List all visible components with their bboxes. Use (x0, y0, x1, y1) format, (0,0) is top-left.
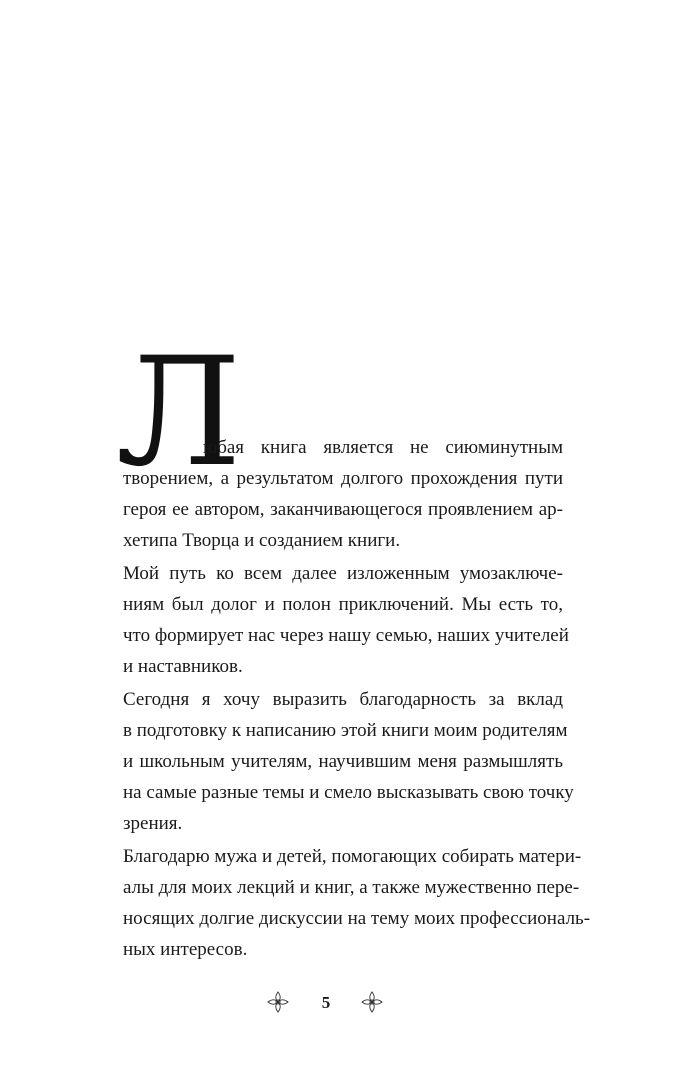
floral-ornament-icon (360, 990, 384, 1014)
drop-cap: Л (116, 326, 242, 500)
paragraph-4-line-3: носящих долгие дискуссии на тему моих профессиональ- (123, 908, 591, 929)
paragraph-4-line-2: алы для моих лекций и книг, а также мужественно пере- (123, 877, 580, 898)
paragraph-2-line-4: и наставников. (123, 656, 243, 677)
paragraph-1-line-2: творением, а результатом долгого прохождения пути (123, 468, 563, 489)
paragraph-2-line-2: ниям был долог и полон приключений. Мы есть то, (123, 594, 563, 615)
paragraph-1-line-1: юбая книга является не сиюминутным (203, 437, 563, 458)
paragraph-1-line-3: героя ее автором, заканчивающегося проявлением ар- (123, 499, 563, 520)
paragraph-2-line-1: Мой путь ко всем далее изложенным умозаключе- (123, 563, 563, 584)
paragraph-3-line-4: на самые разные темы и смело высказывать свою точку (123, 782, 574, 803)
floral-ornament-icon (266, 990, 290, 1014)
paragraph-1-line-4: хетипа Творца и созданием книги. (123, 530, 401, 551)
paragraph-4-line-4: ных интересов. (123, 939, 248, 960)
paragraph-3-line-3: и школьным учителям, научившим меня размышлять (123, 751, 563, 772)
paragraph-4-line-1: Благодарю мужа и детей, помогающих собирать матери- (123, 846, 582, 867)
paragraph-3-line-2: в подготовку к написанию этой книги моим родителям (123, 720, 568, 741)
page-number: 5 (321, 993, 331, 1012)
paragraph-3-line-1: Сегодня я хочу выразить благодарность за вклад (123, 689, 563, 710)
paragraph-3-line-5: зрения. (123, 813, 183, 834)
paragraph-2-line-3: что формирует нас через нашу семью, наших учителей (123, 625, 569, 646)
